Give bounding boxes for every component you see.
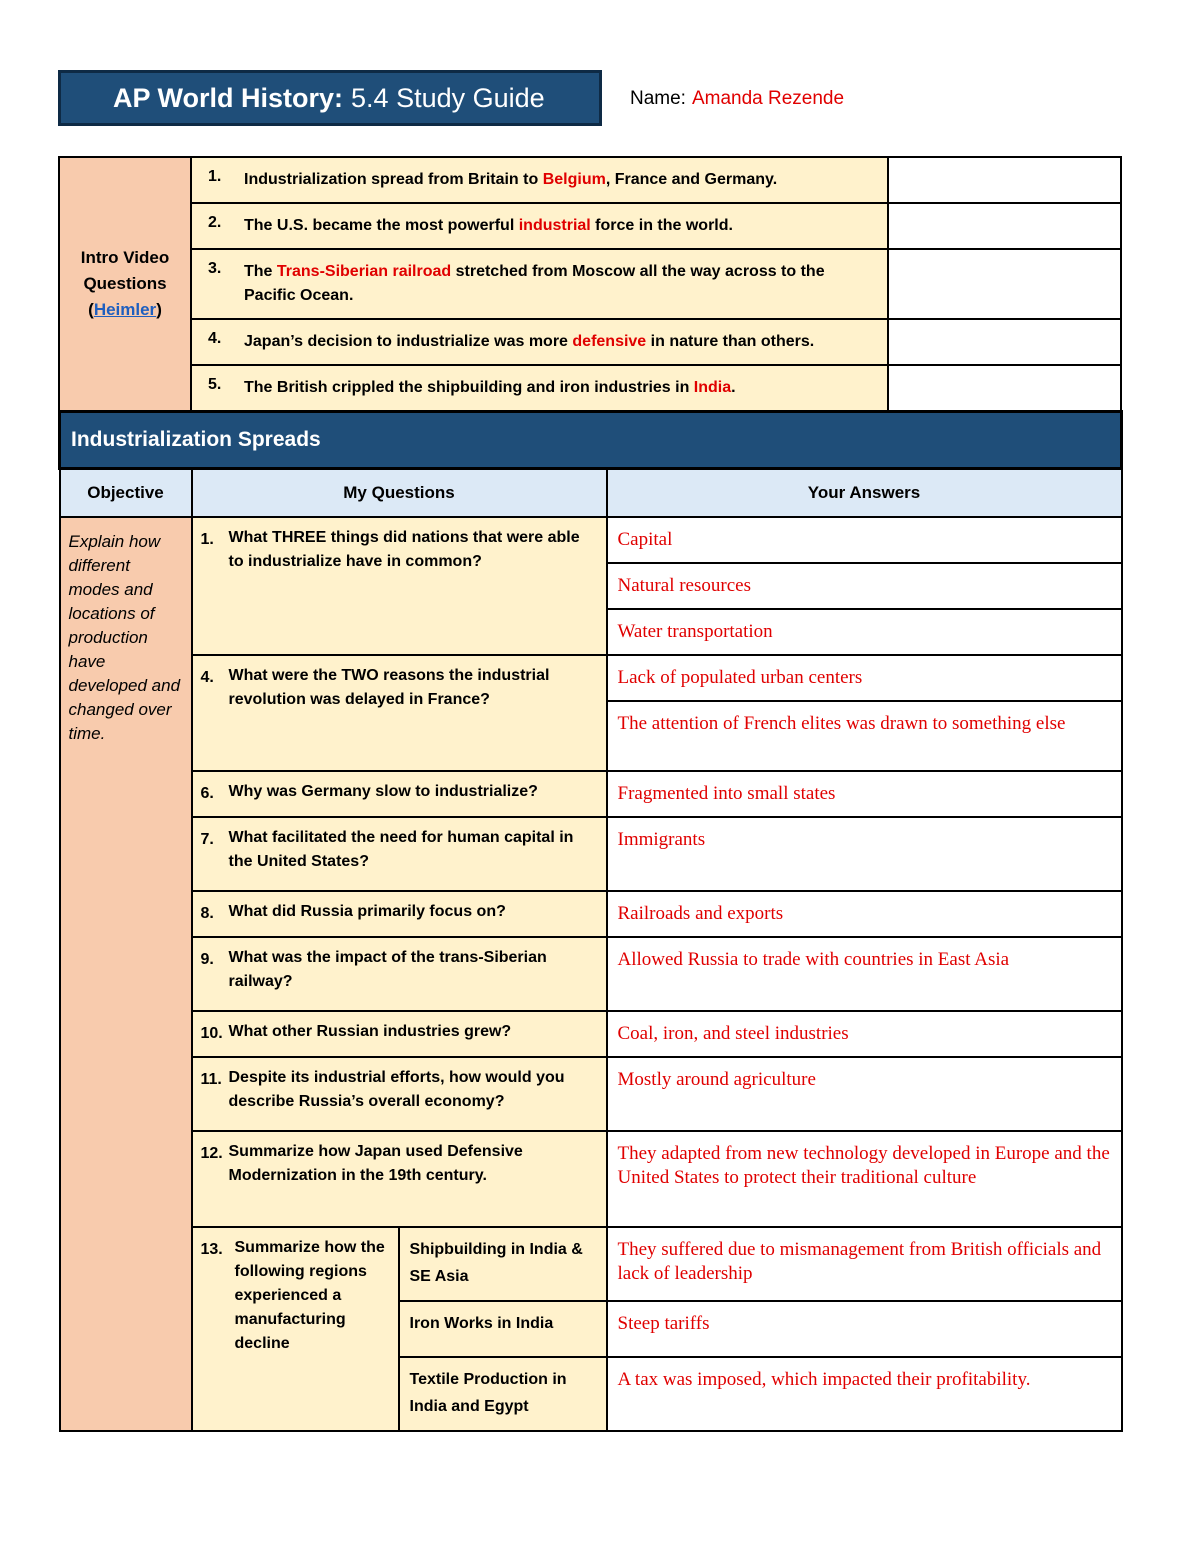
answer-13c[interactable]: A tax was imposed, which impacted their profitability. (607, 1357, 1122, 1431)
question-13: 13. Summarize how the following regions experienced a manufacturing decline (192, 1227, 399, 1431)
question-10: 10. What other Russian industries grew? (192, 1011, 607, 1057)
region-textile: Textile Production in India and Egypt (399, 1357, 607, 1431)
name-label: Name: (630, 88, 686, 109)
question-11: 11. Despite its industrial efforts, how would you describe Russia’s overall economy? (192, 1057, 607, 1131)
heimler-link[interactable]: Heimler (93, 300, 157, 319)
intro-label-cell (59, 157, 191, 411)
intro-question-4: 4. Japan’s decision to industrialize was more defensive in nature than others. (191, 319, 888, 365)
answer-13a[interactable]: They suffered due to mismanagement from British officials and lack of leadership (607, 1227, 1122, 1301)
name-line (630, 88, 844, 110)
title-rest: 5.4 Study Guide (351, 82, 545, 113)
col-header-questions: My Questions (192, 469, 607, 518)
answer-13b[interactable]: Steep tariffs (607, 1301, 1122, 1357)
col-header-objective: Objective (60, 469, 192, 518)
col-header-answers: Your Answers (607, 469, 1122, 518)
intro-label-line1: Intro Video (80, 248, 170, 267)
intro-question-3: 3. The Trans-Siberian railroad stretched from Moscow all the way across to the Pacific Ocean. (191, 249, 888, 319)
question-12: 12. Summarize how Japan used Defensive Modernization in the 19th century. (192, 1131, 607, 1227)
intro-answer-4[interactable] (888, 319, 1121, 365)
intro-label-line3: (Heimler) (88, 300, 162, 319)
intro-question-2: 2. The U.S. became the most powerful industrial force in the world. (191, 203, 888, 249)
question-6: 6. Why was Germany slow to industrialize? (192, 771, 607, 817)
intro-question-1: 1. Industrialization spread from Britain to Belgium, France and Germany. (191, 157, 888, 203)
answer-12[interactable]: They adapted from new technology developed in Europe and the United States to protect their traditional culture (607, 1131, 1122, 1227)
answer-11[interactable]: Mostly around agriculture (607, 1057, 1122, 1131)
intro-label-line2: Questions (83, 274, 167, 293)
title-banner (58, 70, 602, 126)
answer-7[interactable]: Immigrants (607, 817, 1122, 891)
question-1: 1. What THREE things did nations that were able to industrialize have in common? (192, 517, 607, 655)
intro-answer-1[interactable] (888, 157, 1121, 203)
answer-1[interactable]: Capital (607, 517, 1122, 563)
objective-text: Explain how different modes and locations of production have developed and changed over time. (60, 517, 192, 1431)
answer-3[interactable]: Water transportation (607, 609, 1122, 655)
section-title: Industrialization Spreads (60, 412, 1122, 469)
intro-answer-2[interactable] (888, 203, 1121, 249)
intro-answer-3[interactable] (888, 249, 1121, 319)
answer-2[interactable]: Natural resources (607, 563, 1122, 609)
region-shipbuilding: Shipbuilding in India & SE Asia (399, 1227, 607, 1301)
answer-8[interactable]: Railroads and exports (607, 891, 1122, 937)
answer-5[interactable]: The attention of French elites was drawn to something else (607, 701, 1122, 771)
region-iron-works: Iron Works in India (399, 1301, 607, 1357)
question-4: 4. What were the TWO reasons the industrial revolution was delayed in France? (192, 655, 607, 771)
intro-question-5: 5. The British crippled the shipbuilding and iron industries in India. (191, 365, 888, 411)
title-bold: AP World History: (113, 82, 344, 113)
question-9: 9. What was the impact of the trans-Siberian railway? (192, 937, 607, 1011)
intro-video-table (58, 156, 1122, 412)
industrialization-table (58, 410, 1123, 1432)
answer-9[interactable]: Allowed Russia to trade with countries in East Asia (607, 937, 1122, 1011)
answer-10[interactable]: Coal, iron, and steel industries (607, 1011, 1122, 1057)
question-7: 7. What facilitated the need for human capital in the United States? (192, 817, 607, 891)
question-8: 8. What did Russia primarily focus on? (192, 891, 607, 937)
student-name[interactable]: Amanda Rezende (691, 88, 845, 109)
answer-6[interactable]: Fragmented into small states (607, 771, 1122, 817)
intro-answer-5[interactable] (888, 365, 1121, 411)
answer-4[interactable]: Lack of populated urban centers (607, 655, 1122, 701)
